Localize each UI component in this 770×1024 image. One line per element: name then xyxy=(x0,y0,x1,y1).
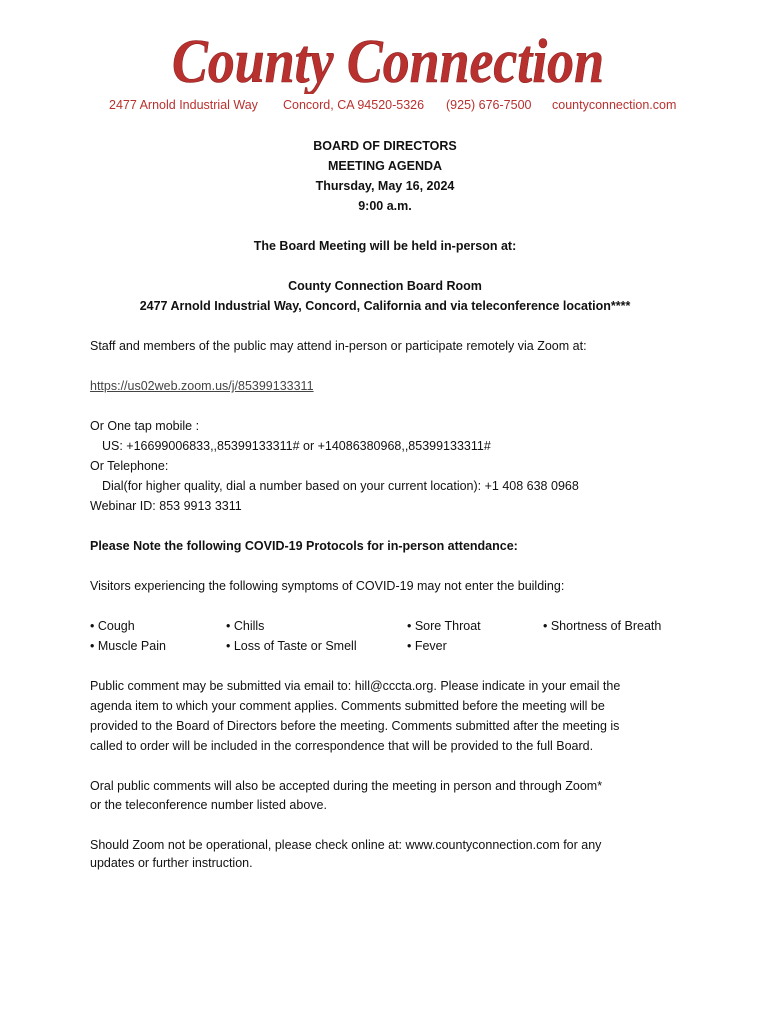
letterhead-phone: (925) 676-7500 xyxy=(446,98,532,112)
symptom-item: • Cough xyxy=(90,619,135,633)
public-comment-line: provided to the Board of Directors before the meeting. Comments submitted after the meeting is xyxy=(90,719,620,733)
meeting-date: Thursday, May 16, 2024 xyxy=(315,179,455,193)
symptom-item: • Loss of Taste or Smell xyxy=(226,639,357,653)
symptom-item: • Muscle Pain xyxy=(90,639,166,653)
telephone-detail: Dial(for higher quality, dial a number based on your current location): +1 408 638 0968 xyxy=(102,479,579,493)
public-comment-line: Public comment may be submitted via email to: hill@cccta.org. Please indicate in your email the xyxy=(90,679,621,693)
public-comment-line: agenda item to which your comment applies. Comments submitted before the meeting will be xyxy=(90,699,605,713)
zoom-link[interactable]: https://us02web.zoom.us/j/85399133311 xyxy=(90,379,314,393)
heading-board-of-directors: BOARD OF DIRECTORS xyxy=(313,139,457,153)
public-comment-line: called to order will be included in the correspondence that will be provided to the full Board. xyxy=(90,739,594,753)
one-tap-numbers: US: +16699006833,,85399133311# or +14086380968,,85399133311# xyxy=(102,439,491,453)
telephone-label: Or Telephone: xyxy=(90,459,169,473)
letterhead-city: Concord, CA 94520-5326 xyxy=(283,98,425,112)
location-intro: The Board Meeting will be held in-person at: xyxy=(253,239,517,253)
logo-wordmark: County Connection xyxy=(172,28,604,94)
symptom-item: • Chills xyxy=(226,619,265,633)
fallback-line: updates or further instruction. xyxy=(90,856,253,870)
letterhead-website: countyconnection.com xyxy=(552,98,677,112)
county-connection-logo xyxy=(0,24,770,94)
location-room: County Connection Board Room xyxy=(288,279,482,293)
symptom-item: • Sore Throat xyxy=(407,619,481,633)
webinar-id: Webinar ID: 853 9913 3311 xyxy=(90,499,242,513)
oral-comment-line: Oral public comments will also be accepted during the meeting in person and through Zoom* xyxy=(90,779,603,793)
symptom-item: • Fever xyxy=(407,639,447,653)
heading-meeting-agenda: MEETING AGENDA xyxy=(327,159,443,173)
covid-intro: Visitors experiencing the following symptoms of COVID-19 may not enter the building: xyxy=(90,579,565,593)
one-tap-label: Or One tap mobile : xyxy=(90,419,200,433)
location-address: 2477 Arnold Industrial Way, Concord, California and via teleconference location**** xyxy=(139,299,631,313)
oral-comment-line: or the teleconference number listed above. xyxy=(90,798,327,812)
symptom-item: • Shortness of Breath xyxy=(543,619,662,633)
letterhead-street: 2477 Arnold Industrial Way xyxy=(109,98,258,112)
attendance-statement: Staff and members of the public may attend in-person or participate remotely via Zoom at: xyxy=(90,339,587,353)
meeting-time: 9:00 a.m. xyxy=(358,199,412,213)
fallback-line: Should Zoom not be operational, please check online at: www.countyconnection.com for any xyxy=(90,838,602,852)
covid-heading: Please Note the following COVID-19 Protocols for in-person attendance: xyxy=(90,539,518,553)
letterhead-address-bar xyxy=(0,98,770,116)
